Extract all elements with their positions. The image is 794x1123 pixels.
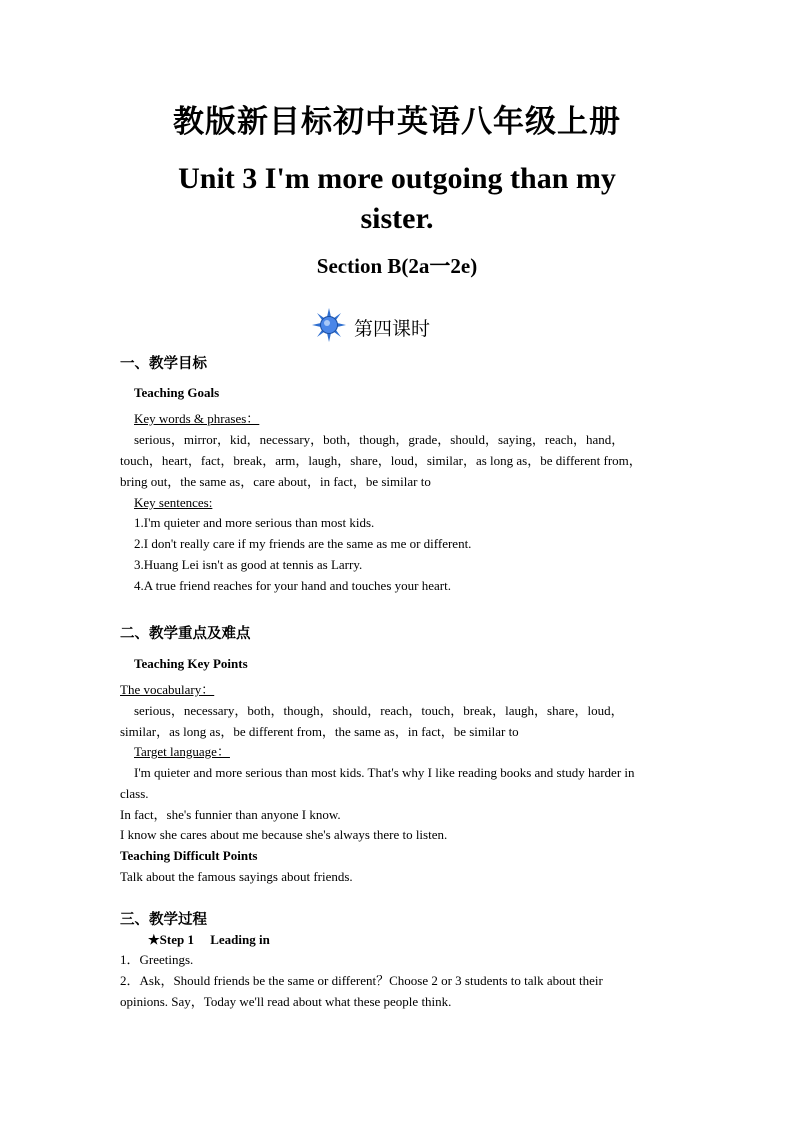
subheading-key-points: Teaching Key Points bbox=[134, 656, 248, 671]
heading-teaching-process: 三、教学过程 bbox=[120, 912, 207, 928]
section-title: Section B(2a一2e) bbox=[316, 254, 478, 278]
target-language-line: In fact，she's funnier than anyone I know. bbox=[120, 807, 341, 822]
heading-key-points: 二、教学重点及难点 bbox=[120, 626, 251, 642]
process-item: 2．Ask，Should friends be the same or different？Choose 2 or 3 students to talk about their bbox=[120, 973, 603, 988]
key-sentence: 4.A true friend reaches for your hand and touches your heart. bbox=[134, 578, 451, 593]
key-words-label: Key words & phrases： bbox=[134, 411, 260, 426]
key-sentence: 1.I'm quieter and more serious than most kids. bbox=[134, 515, 375, 530]
document-title: 教版新目标初中英语八年级上册 bbox=[173, 104, 621, 140]
vocabulary-label: The vocabulary： bbox=[120, 682, 215, 697]
lesson-label: 第四课时 bbox=[354, 317, 431, 340]
key-sentences-label: Key sentences: bbox=[134, 495, 213, 510]
heading-teaching-goals: 一、教学目标 bbox=[120, 356, 207, 372]
vocabulary-line: similar，as long as，be different from，the same as，in fact，be similar to bbox=[120, 724, 519, 739]
vocabulary-line: serious，necessary，both，though，should，reach，touch，break，laugh，share，loud， bbox=[134, 703, 624, 718]
unit-title-line-1: Unit 3 I'm more outgoing than my bbox=[178, 162, 616, 195]
key-words-line: serious，mirror，kid，necessary，both，though，grade，should，saying，reach，hand， bbox=[134, 432, 625, 447]
target-language-label: Target language： bbox=[134, 744, 230, 759]
step-1-heading: ★Step 1 Leading in bbox=[148, 932, 270, 947]
key-sentence: 2.I don't really care if my friends are the same as me or different. bbox=[134, 536, 472, 551]
key-sentence: 3.Huang Lei isn't as good at tennis as Larry. bbox=[134, 557, 363, 572]
process-item: 1．Greetings. bbox=[120, 952, 194, 967]
lesson-marker bbox=[312, 310, 430, 344]
key-words-line: bring out，the same as，care about，in fact，be similar to bbox=[120, 474, 431, 489]
target-language-line: class. bbox=[120, 786, 149, 801]
key-words-line: touch，heart，fact，break，arm，laugh，share，loud，similar，as long as，be different from， bbox=[120, 453, 642, 468]
unit-title-line-2: sister. bbox=[360, 202, 434, 235]
target-language-line: I'm quieter and more serious than most kids. That's why I like reading books and study harder in bbox=[134, 765, 635, 780]
difficult-points-text: Talk about the famous sayings about friends. bbox=[120, 869, 353, 884]
difficult-points-heading: Teaching Difficult Points bbox=[120, 848, 258, 863]
sun-icon bbox=[312, 308, 346, 347]
subheading-teaching-goals: Teaching Goals bbox=[134, 385, 220, 400]
target-language-line: I know she cares about me because she's always there to listen. bbox=[120, 827, 448, 842]
process-item: opinions. Say，Today we'll read about what these people think. bbox=[120, 994, 452, 1009]
